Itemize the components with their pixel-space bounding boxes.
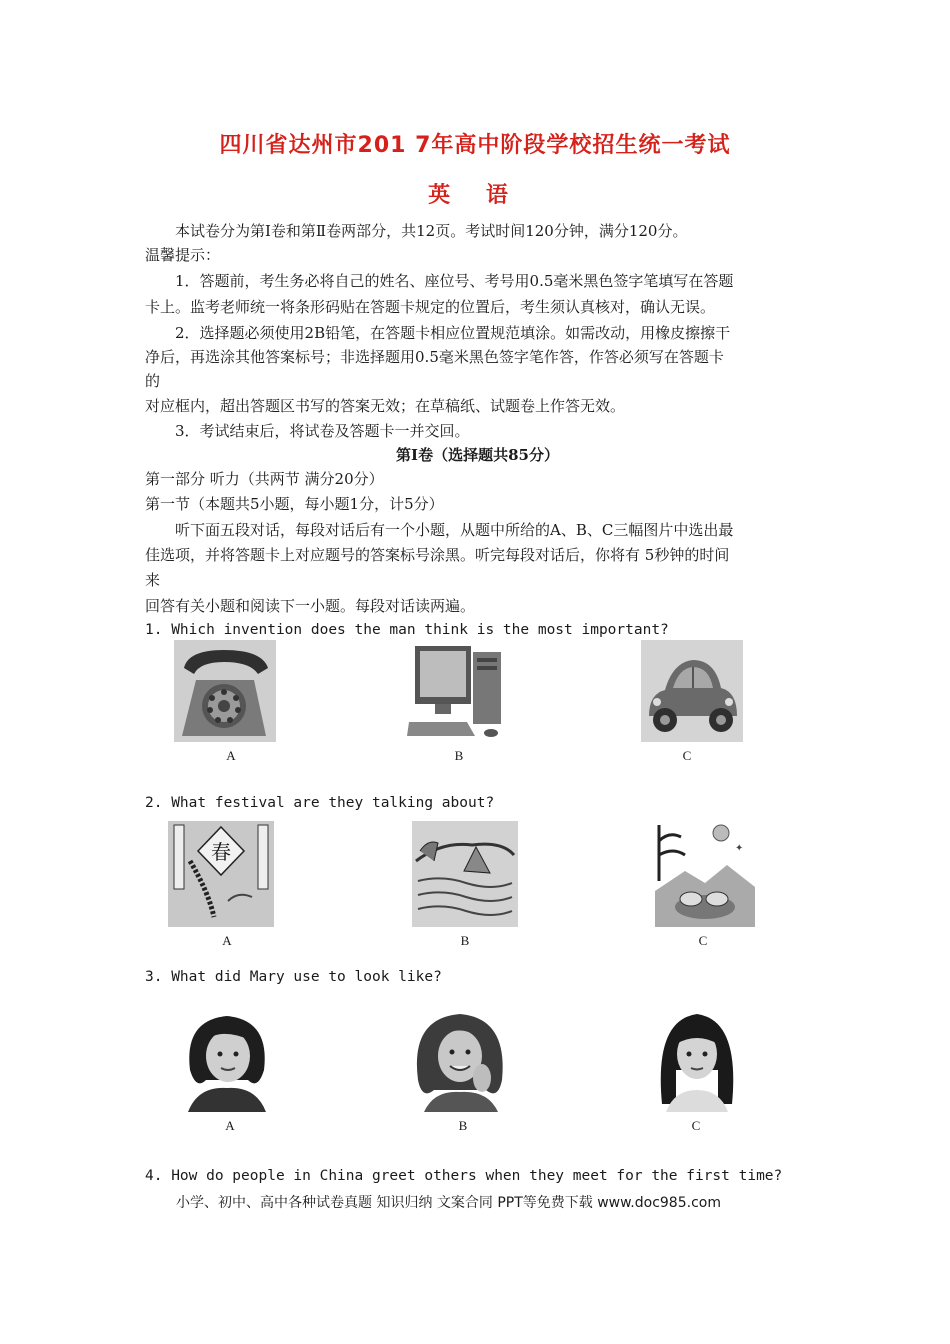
telephone-icon	[174, 640, 276, 742]
part-heading: 第一部分 听力（共两节 满分20分）	[145, 470, 384, 488]
car-icon	[641, 640, 743, 742]
question-3-text: 3. What did Mary use to look like?	[145, 969, 442, 985]
option-a-label: A	[222, 933, 232, 948]
girl-portrait-icon	[178, 1010, 276, 1112]
instruction-line4: 回答有关小题和阅读下一小题。每段对话读两遍。	[145, 597, 476, 615]
question-2-text: 2. What festival are they talking about?	[145, 795, 495, 811]
tip3-text: 3．考试结束后，将试卷及答题卡一并交回。	[175, 422, 470, 440]
tip1-line1: 1．答题前，考生务必将自己的姓名、座位号、考号用0.5毫米黑色签字笔填写在答题	[175, 272, 734, 290]
chun-character: 春	[211, 840, 231, 864]
girl-portrait-icon	[648, 1010, 746, 1112]
instruction-line1: 听下面五段对话，每段对话后有一个小题，从题中所给的A、B、C三幅图片中选出最	[175, 521, 734, 539]
tip1-line2: 卡上。监考老师统一将条形码贴在答题卡规定的位置后，考生须认真核对，确认无误。	[145, 298, 716, 316]
dragon-boat-icon	[412, 821, 518, 927]
intro-text: 本试卷分为第Ⅰ卷和第Ⅱ卷两部分，共12页。考试时间120分钟，满分120分。	[175, 222, 688, 240]
option-c-label: C	[698, 933, 708, 948]
tip2-line2: 净后，再选涂其他答案标号；非选择题用0.5毫米黑色签字笔作答，作答必须写在答题卡	[145, 348, 724, 366]
section-heading: 第一节（本题共5小题，每小题1分，计5分）	[145, 495, 444, 513]
exam-title: 四川省达州市201 7年高中阶段学校招生统一考试	[219, 133, 731, 158]
mooncake-icon	[655, 821, 755, 927]
option-a-label: A	[226, 748, 236, 763]
option-b-label: B	[458, 1118, 468, 1133]
tips-label: 温馨提示：	[145, 246, 221, 264]
instruction-line2: 佳选项，并将答题卡上对应题号的答案标号涂黑。听完每段对话后，你将有 5秒钟的时间	[145, 546, 730, 564]
volume-heading: 第Ⅰ卷（选择题共85分）	[396, 446, 559, 464]
instruction-line3: 来	[145, 571, 161, 589]
spring-festival-icon	[168, 821, 274, 927]
computer-icon	[407, 640, 509, 742]
tip2-line3: 的	[145, 372, 161, 390]
option-c-label: C	[682, 748, 692, 763]
footer-text: 小学、初中、高中各种试卷真题 知识归纳 文案合同 PPT等免费下载 www.doc985.com	[176, 1195, 721, 1211]
option-c-label: C	[691, 1118, 701, 1133]
option-a-label: A	[225, 1118, 235, 1133]
question-1-text: 1. Which invention does the man think is the most important?	[145, 622, 669, 638]
question-4-text: 4. How do people in China greet others when they meet for the first time?	[145, 1168, 783, 1184]
option-b-label: B	[460, 933, 470, 948]
tip2-line4: 对应框内，超出答题区书写的答案无效；在草稿纸、试题卷上作答无效。	[145, 397, 626, 415]
option-b-label: B	[454, 748, 464, 763]
girl-portrait-icon	[410, 1010, 510, 1112]
tip2-line1: 2．选择题必须使用2B铅笔，在答题卡相应位置规范填涂。如需改动，用橡皮擦擦干	[175, 324, 731, 342]
subject-title: 英 语	[428, 183, 522, 208]
svg-text:✦: ✦	[735, 843, 744, 854]
